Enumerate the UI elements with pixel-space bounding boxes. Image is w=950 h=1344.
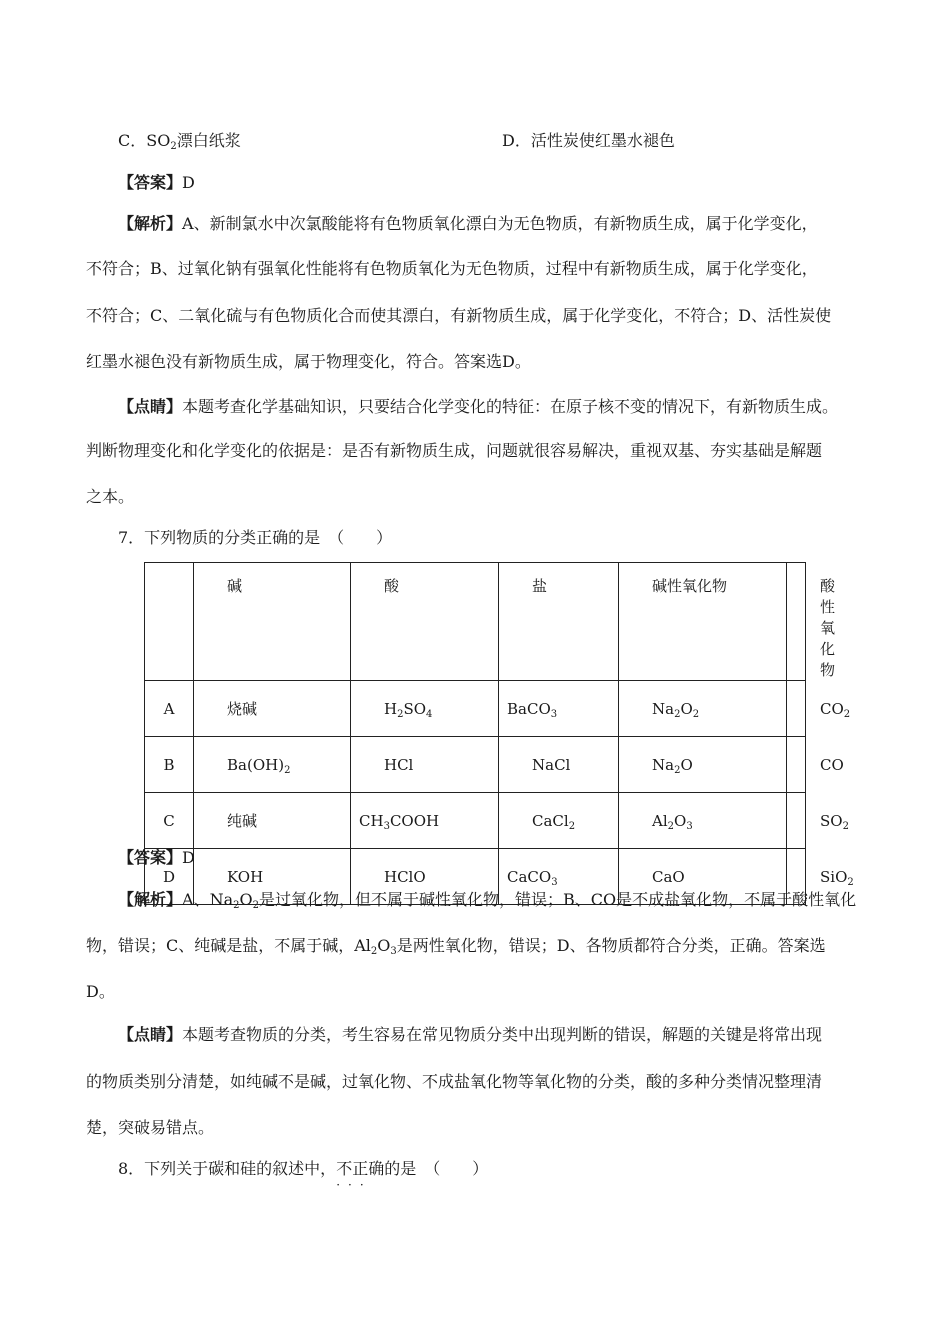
- cell-basic-oxide: CaO: [619, 849, 787, 905]
- cell-basic-oxide: [619, 793, 787, 849]
- formula-subscript: 3: [390, 946, 397, 957]
- formula-subscript: 2: [847, 876, 854, 888]
- formula-subscript: 2: [674, 708, 681, 720]
- formula-part: Na: [652, 699, 675, 718]
- q7-comment-line-2: 的物质类别分清楚，如纯碱不是碱，过氧化物、不成盐氧化物等氧化物的分类，酸的多种分类情况整理清: [86, 1072, 823, 1091]
- table-row-b: [145, 737, 806, 793]
- cell-base: 烧碱: [194, 681, 351, 737]
- formula-subscript: 2: [843, 708, 851, 720]
- q7-comment-line-1: [118, 1025, 822, 1045]
- row-label: C: [145, 793, 194, 849]
- cell-acid: HClO: [351, 849, 499, 905]
- q8-stem-text: 8．下列关于碳和硅的叙述中，: [118, 1159, 337, 1178]
- formula-part: CaCl: [532, 811, 569, 830]
- formula-subscript: 3: [551, 876, 558, 888]
- q8-emphasis: [336, 1159, 385, 1192]
- cell-base: KOH: [194, 849, 351, 905]
- formula-part: BaCO: [507, 699, 551, 718]
- formula-part: COOH: [389, 811, 440, 830]
- q6-comment-label: 【点睛】: [118, 397, 183, 416]
- cell-base: 纯碱: [194, 793, 351, 849]
- formula-subscript: 2: [842, 820, 849, 832]
- q7-comment-label: 【点睛】: [118, 1025, 183, 1044]
- header-cell-salt: 盐: [499, 563, 619, 681]
- formula-subscript: 2: [252, 900, 259, 911]
- text-part: A、Na: [182, 890, 234, 909]
- formula-subscript: 3: [383, 820, 390, 832]
- formula-part: Al: [652, 811, 668, 830]
- formula-subscript: 2: [667, 820, 675, 832]
- q7-answer: [118, 848, 195, 868]
- cell-acid: HCl: [351, 737, 499, 793]
- formula-subscript: 2: [674, 764, 681, 776]
- cell-base: [194, 737, 351, 793]
- header-cell-empty: [145, 563, 194, 681]
- formula-part: O: [674, 811, 687, 830]
- formula-subscript: 3: [686, 820, 693, 832]
- row-label: A: [145, 681, 194, 737]
- q6-option-c-text: 漂白纸浆: [176, 131, 241, 150]
- q6-analysis-line-4: 红墨水褪色没有新物质生成，属于物理变化，符合。答案选D。: [86, 352, 531, 371]
- table-row-a: [145, 681, 806, 737]
- q6-option-c: [118, 131, 241, 151]
- q7-answer-label: 【答案】: [118, 848, 183, 867]
- cell-basic-oxide: [619, 737, 787, 793]
- q6-answer-value: D: [182, 173, 195, 192]
- text-part: 物，错误；C、纯碱是盐，不属于碱，Al: [86, 936, 371, 955]
- text-part: O: [239, 890, 253, 909]
- formula-subscript: 2: [370, 946, 378, 957]
- q7-comment-line-3: 楚，突破易错点。: [86, 1118, 215, 1137]
- q6-answer: [118, 173, 195, 193]
- cell-acid: [351, 681, 499, 737]
- cell-basic-oxide: [619, 681, 787, 737]
- cell-salt: [499, 793, 619, 849]
- q7-analysis-line-3: D。: [86, 982, 115, 1001]
- q7-analysis-line-2: [86, 936, 826, 956]
- q6-answer-label: 【答案】: [118, 173, 183, 192]
- q7-stem: 7．下列物质的分类正确的是 （ ）: [118, 528, 393, 547]
- row-label: B: [145, 737, 194, 793]
- q7-analysis-label: 【解析】: [118, 890, 183, 909]
- q8-stem-text-end: 的是 （ ）: [384, 1159, 489, 1178]
- emphasis-dots-icon: ···: [336, 1178, 372, 1192]
- text-part: 是过氧化物，但不属于碱性氧化物，错误；B、CO是不成盐氧化物，不属于酸性氧化: [259, 890, 857, 909]
- row-label: D: [145, 849, 194, 905]
- formula-part: SO: [820, 811, 843, 830]
- formula-part: Ba(OH): [227, 755, 285, 774]
- formula-part: O: [680, 755, 693, 774]
- cell-salt: NaCl: [499, 737, 619, 793]
- q6-analysis-text-1: A、新制氯水中次氯酸能将有色物质氧化漂白为无色物质，有新物质生成，属于化学变化，: [182, 214, 818, 233]
- formula-subscript: 2: [692, 708, 700, 720]
- table-row-c: [145, 793, 806, 849]
- q6-option-c-prefix: C．SO: [118, 131, 171, 150]
- header-cell-acid: 酸: [351, 563, 499, 681]
- formula-part: SO: [403, 699, 427, 718]
- q7-comment-text-1: 本题考查物质的分类，考生容易在常见物质分类中出现判断的错误，解题的关键是将常出现: [182, 1025, 823, 1044]
- q7-answer-value: D: [182, 848, 195, 867]
- cell-acidic-oxide: [787, 793, 849, 849]
- formula-subscript: 2: [284, 764, 291, 776]
- header-cell-acidic-oxide: 酸性氧化物: [787, 563, 806, 681]
- formula-part: CaCO: [507, 867, 552, 886]
- q6-option-d: D．活性炭使红墨水褪色: [502, 131, 675, 150]
- formula-subscript: 3: [550, 708, 558, 720]
- formula-part: CO: [820, 699, 844, 718]
- text-part: 是两性氧化物，错误；D、各物质都符合分类，正确。答案选: [396, 936, 826, 955]
- formula-subscript: 4: [426, 708, 433, 720]
- q8-stem: [118, 1159, 489, 1192]
- q6-analysis-line-3: 不符合；C、二氧化硫与有色物质化合而使其漂白，有新物质生成，属于化学变化，不符合；D、活性炭使: [86, 306, 832, 325]
- formula-subscript: 2: [397, 708, 404, 720]
- q6-comment-text-1: 本题考查化学基础知识，只要结合化学变化的特征：在原子核不变的情况下，有新物质生成。: [182, 397, 839, 416]
- cell-acidic-oxide: [787, 681, 851, 737]
- q6-comment-line-2: 判断物理变化和化学变化的依据是：是否有新物质生成，问题就很容易解决，重视双基、夯实基础是解题: [86, 441, 823, 460]
- cell-salt: [499, 681, 619, 737]
- formula-subscript: 2: [233, 900, 240, 911]
- q6-comment-line-3: 之本。: [86, 487, 135, 506]
- cell-acidic-oxide: CO: [787, 737, 806, 793]
- header-cell-base: 碱: [194, 563, 351, 681]
- header-cell-basic-oxide: 碱性氧化物: [619, 563, 787, 681]
- text-part: O: [377, 936, 391, 955]
- q6-comment-line-1: [118, 397, 838, 417]
- formula-part: SiO: [820, 867, 848, 886]
- q6-analysis-line-1: [118, 214, 818, 234]
- q8-emphasis-text: 不正确: [336, 1159, 385, 1178]
- q7-analysis-line-1: [118, 890, 856, 910]
- q6-analysis-label: 【解析】: [118, 214, 183, 233]
- q7-classification-table: [144, 562, 854, 905]
- formula-part: Na: [652, 755, 675, 774]
- formula-part: O: [680, 699, 693, 718]
- table-header-row: [145, 563, 806, 681]
- formula-part: CH: [359, 811, 384, 830]
- formula-subscript: 2: [568, 820, 576, 832]
- q6-option-c-subscript: 2: [170, 141, 177, 152]
- cell-acid: [351, 793, 499, 849]
- formula-part: H: [384, 699, 398, 718]
- q6-analysis-line-2: 不符合；B、过氧化钠有强氧化性能将有色物质氧化为无色物质，过程中有新物质生成，属于化学变化，: [86, 259, 818, 278]
